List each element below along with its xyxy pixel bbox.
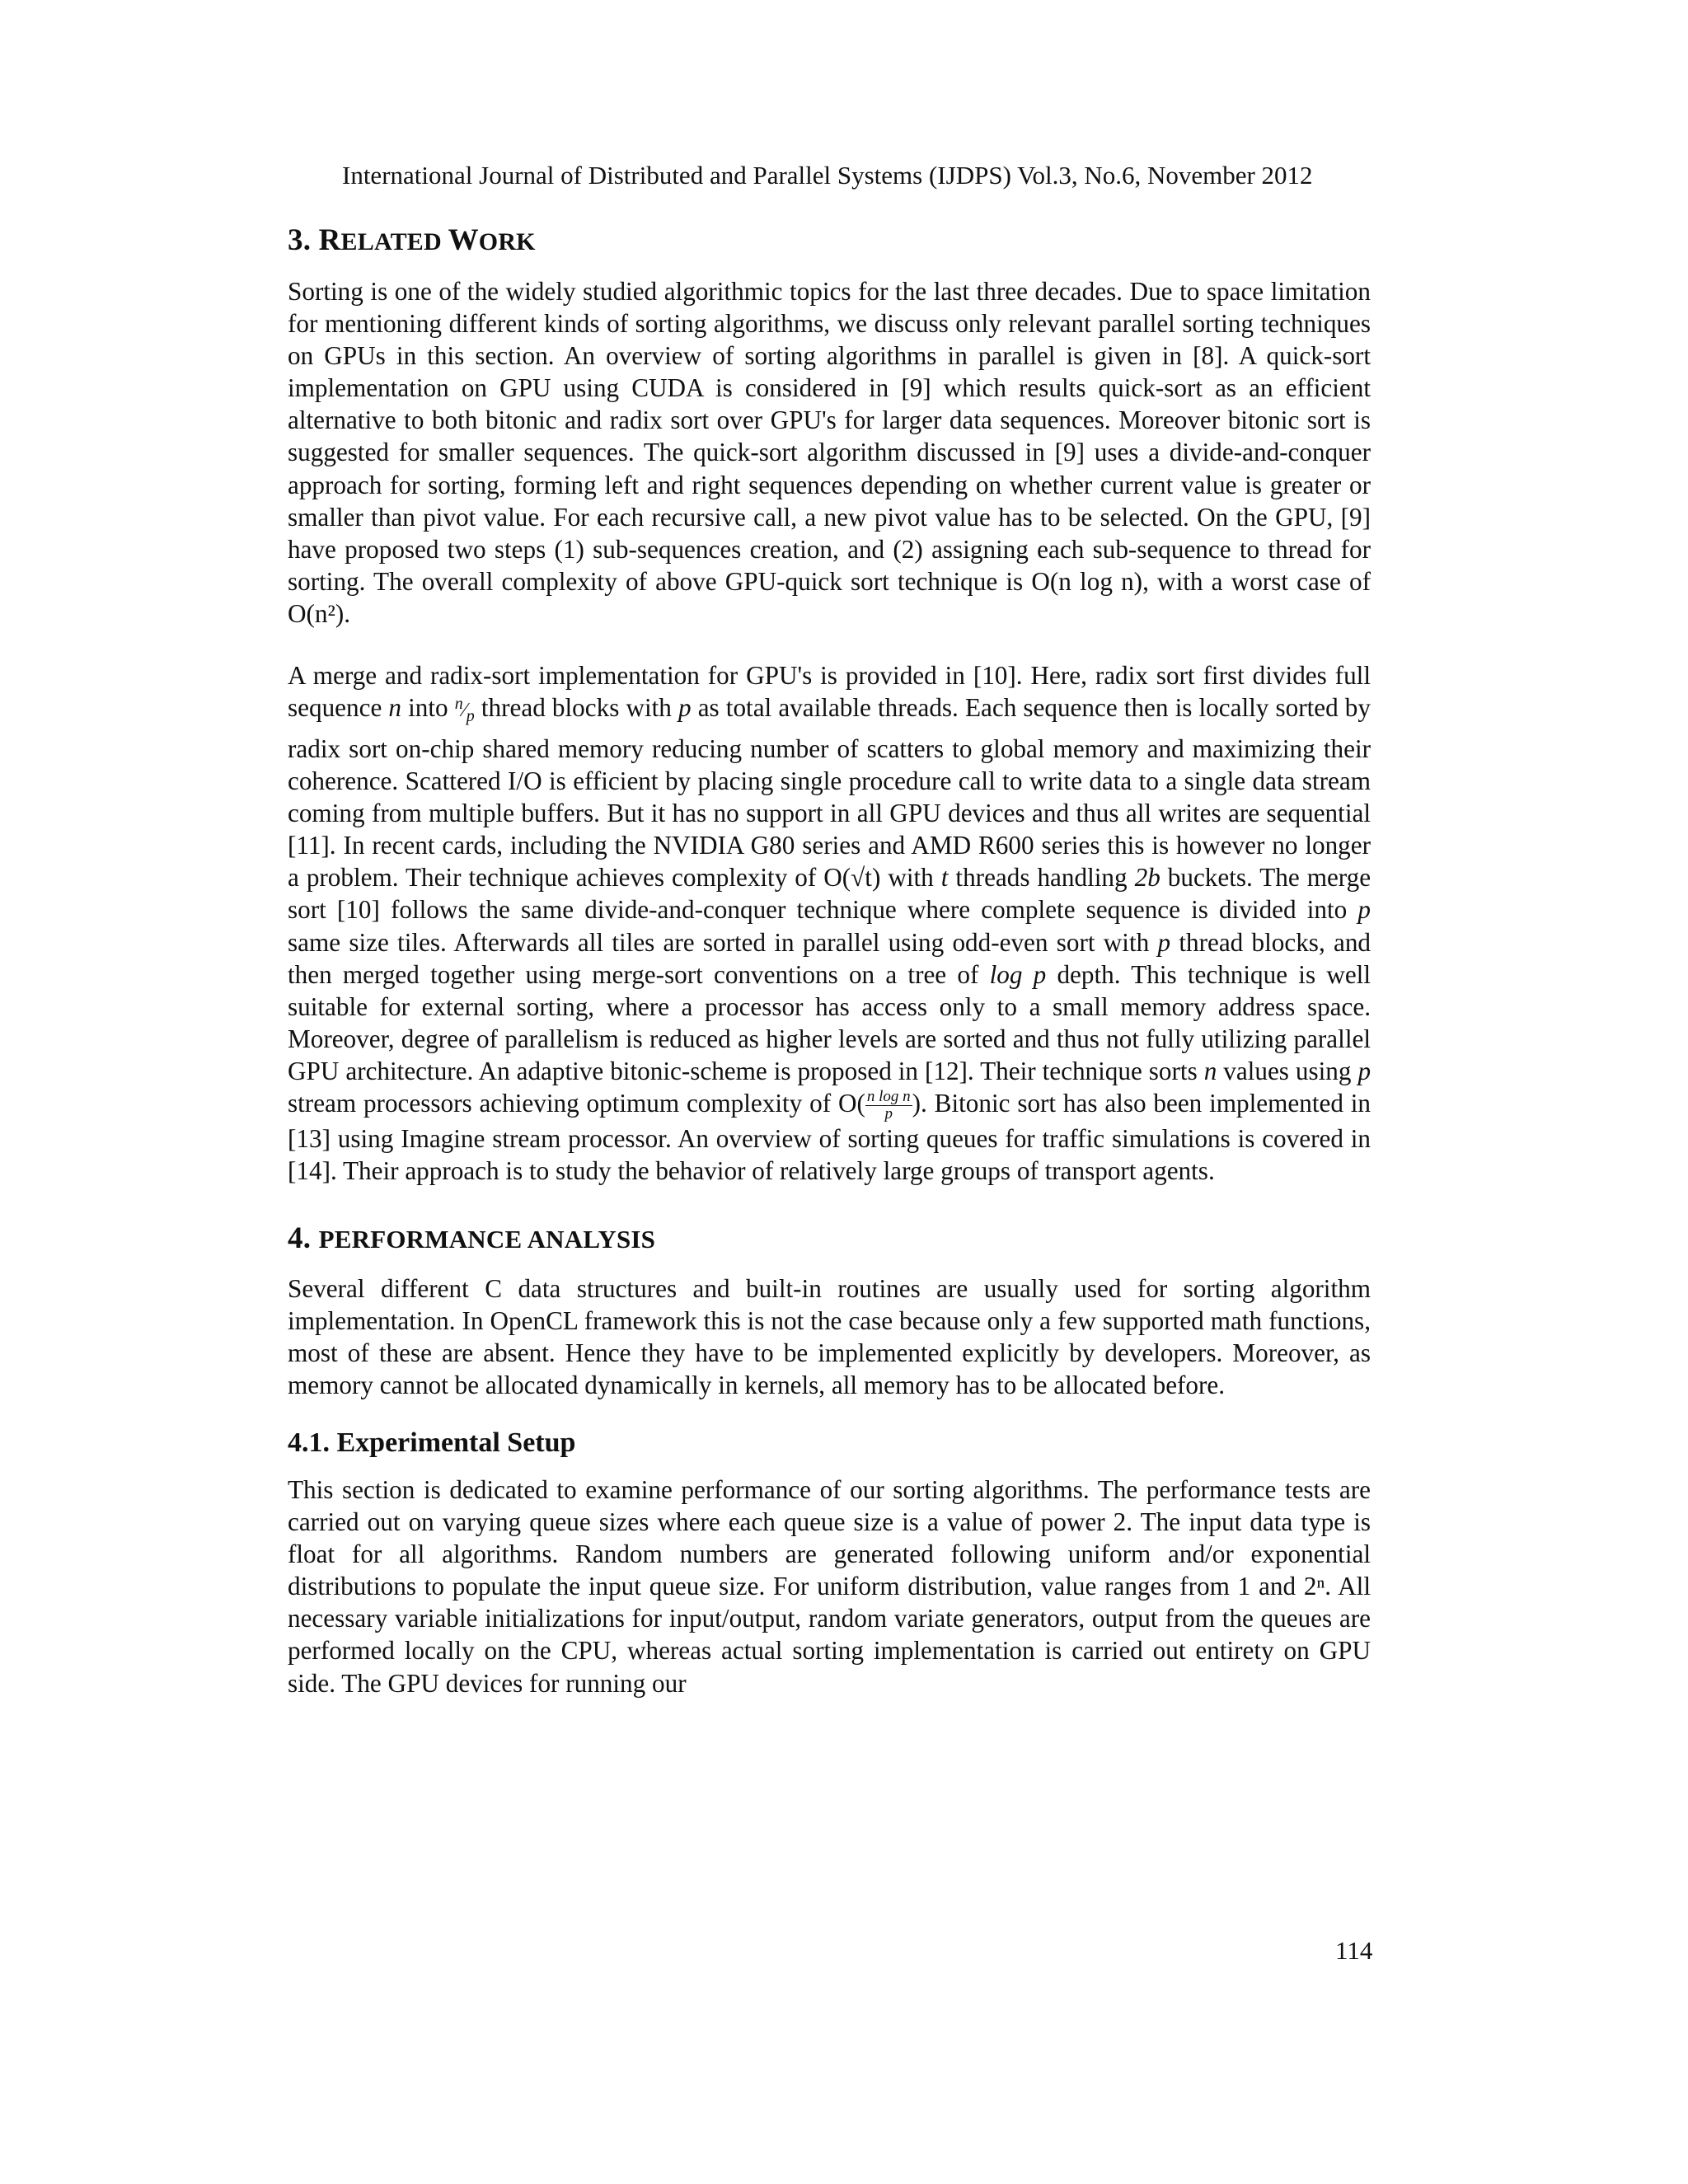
complexity-n-squared: O(n²)	[288, 598, 345, 628]
running-header: International Journal of Distributed and Parallel Systems (IJDPS) Vol.3, No.6, November 2012	[342, 161, 1313, 190]
fraction-n-over-p: $^n⁄_p$	[454, 695, 475, 725]
section-3-paragraph-2: A merge and radix-sort implementation for GPU's is provided in [10]. Here, radix sort first divides full sequence n into $^n⁄_p$ thread blocks with p as total available threads. Each sequence then is locally sorted by radix sort on-chip shared memory reducing number of scatters to global memory and maximizing their coherence. Scattered I/O is efficient by placing single procedure call to write data to a single data stream coming from multiple buffers. But it has no support in all GPU devices and thus all writes are sequential [11]. In recent cards, including the NVIDIA G80 series and AMD R600 series this is however no longer a problem. Their technique achieves complexity of O(√t) with t threads handling 2b buckets. The merge sort [10] follows the same divide-and-conquer technique where complete sequence is divided into p same size tiles. Afterwards all tiles are sorted in parallel using odd-even sort with p thread blocks, and then merged together using merge-sort conventions on a tree of log p depth. This technique is well suitable for external sorting, where a processor has access only to a small memory address space. Moreover, degree of parallelism is reduced as higher levels are sorted and thus not fully utilizing parallel GPU architecture. An adaptive bitonic-scheme is proposed in [12]. Their technique sorts n values using p stream processors achieving optimum complexity of O( $\frac{\text{n log n}}{p}$ ). Bitonic sort has also been implemented in [13] using Imagine stream processor. An overview of sorting queues for traffic simulations is covered in [14]. Their approach is to study the behavior of relatively large groups of transport agents.	[288, 661, 1372, 1186]
page-body	[288, 223, 1371, 1699]
section-3-paragraph-1: Sorting is one of the widely studied algorithmic topics for the last three decades. Due to space limitation for mentioning different kinds of sorting algorithms, we discuss only relevant parallel sorting techniques on GPUs in this section. An overview of sorting algorithms in parallel is given in [8]. A quick-sort implementation on GPU using CUDA is considered in [9] which results quick-sort as an efficient alternative to both bitonic and radix sort over GPU's for larger data sequences. Moreover bitonic sort is suggested for smaller sequences. The quick-sort algorithm discussed in [9] uses a divide-and-conquer approach for sorting, forming left and right sequences depending on whether current value is greater or smaller than pivot value. For each recursive call, a new pivot value has to be selected. On the GPU, [9] have proposed two steps (1) sub-sequences creation, and (2) assigning each sub-sequence to thread for sorting. The overall complexity of above GPU-quick sort technique is O(n log n), with a worst case of O(n²).	[288, 277, 1371, 628]
two-to-the-n: 2ⁿ	[1303, 1572, 1325, 1601]
section-4-heading: 4. PERFORMANCE ANALYSIS	[288, 1221, 656, 1255]
complexity-n-log-n: O(n log n)	[1031, 566, 1143, 596]
section-3-heading: 3. RELATED WORK	[288, 223, 536, 257]
section-4-paragraph-1: Several different C data structures and built-in routines are usually used for sorting algorithm implementation. In OpenCL framework this is not the case because only a few supported math functions, most of these are absent. Hence they have to be implemented explicitly by developers. Moreover, as memory cannot be allocated dynamically in kernels, all memory has to be allocated before.	[288, 1273, 1371, 1399]
subsection-4-1-heading: 4.1. Experimental Setup	[288, 1427, 576, 1458]
section-4-1-paragraph-1: This section is dedicated to examine performance of our sorting algorithms. The performance tests are carried out on varying queue sizes where each queue size is a value of power 2. The input data type is float for all algorithms. Random numbers are generated following uniform and/or exponential distributions to populate the input queue size. For uniform distribution, value ranges from 1 and 2ⁿ. All necessary variable initializations for input/output, random variate generators, output from the queues are performed locally on the CPU, whereas actual sorting implementation is carried out entirety on GPU side. The GPU devices for running our	[288, 1474, 1371, 1698]
complexity-n-log-n-over-p: O( $\frac{\text{n log n}}{p}$ )	[837, 1088, 921, 1123]
complexity-sqrt-t: O(√t)	[823, 863, 881, 893]
page-number: 114	[1335, 1936, 1373, 1965]
